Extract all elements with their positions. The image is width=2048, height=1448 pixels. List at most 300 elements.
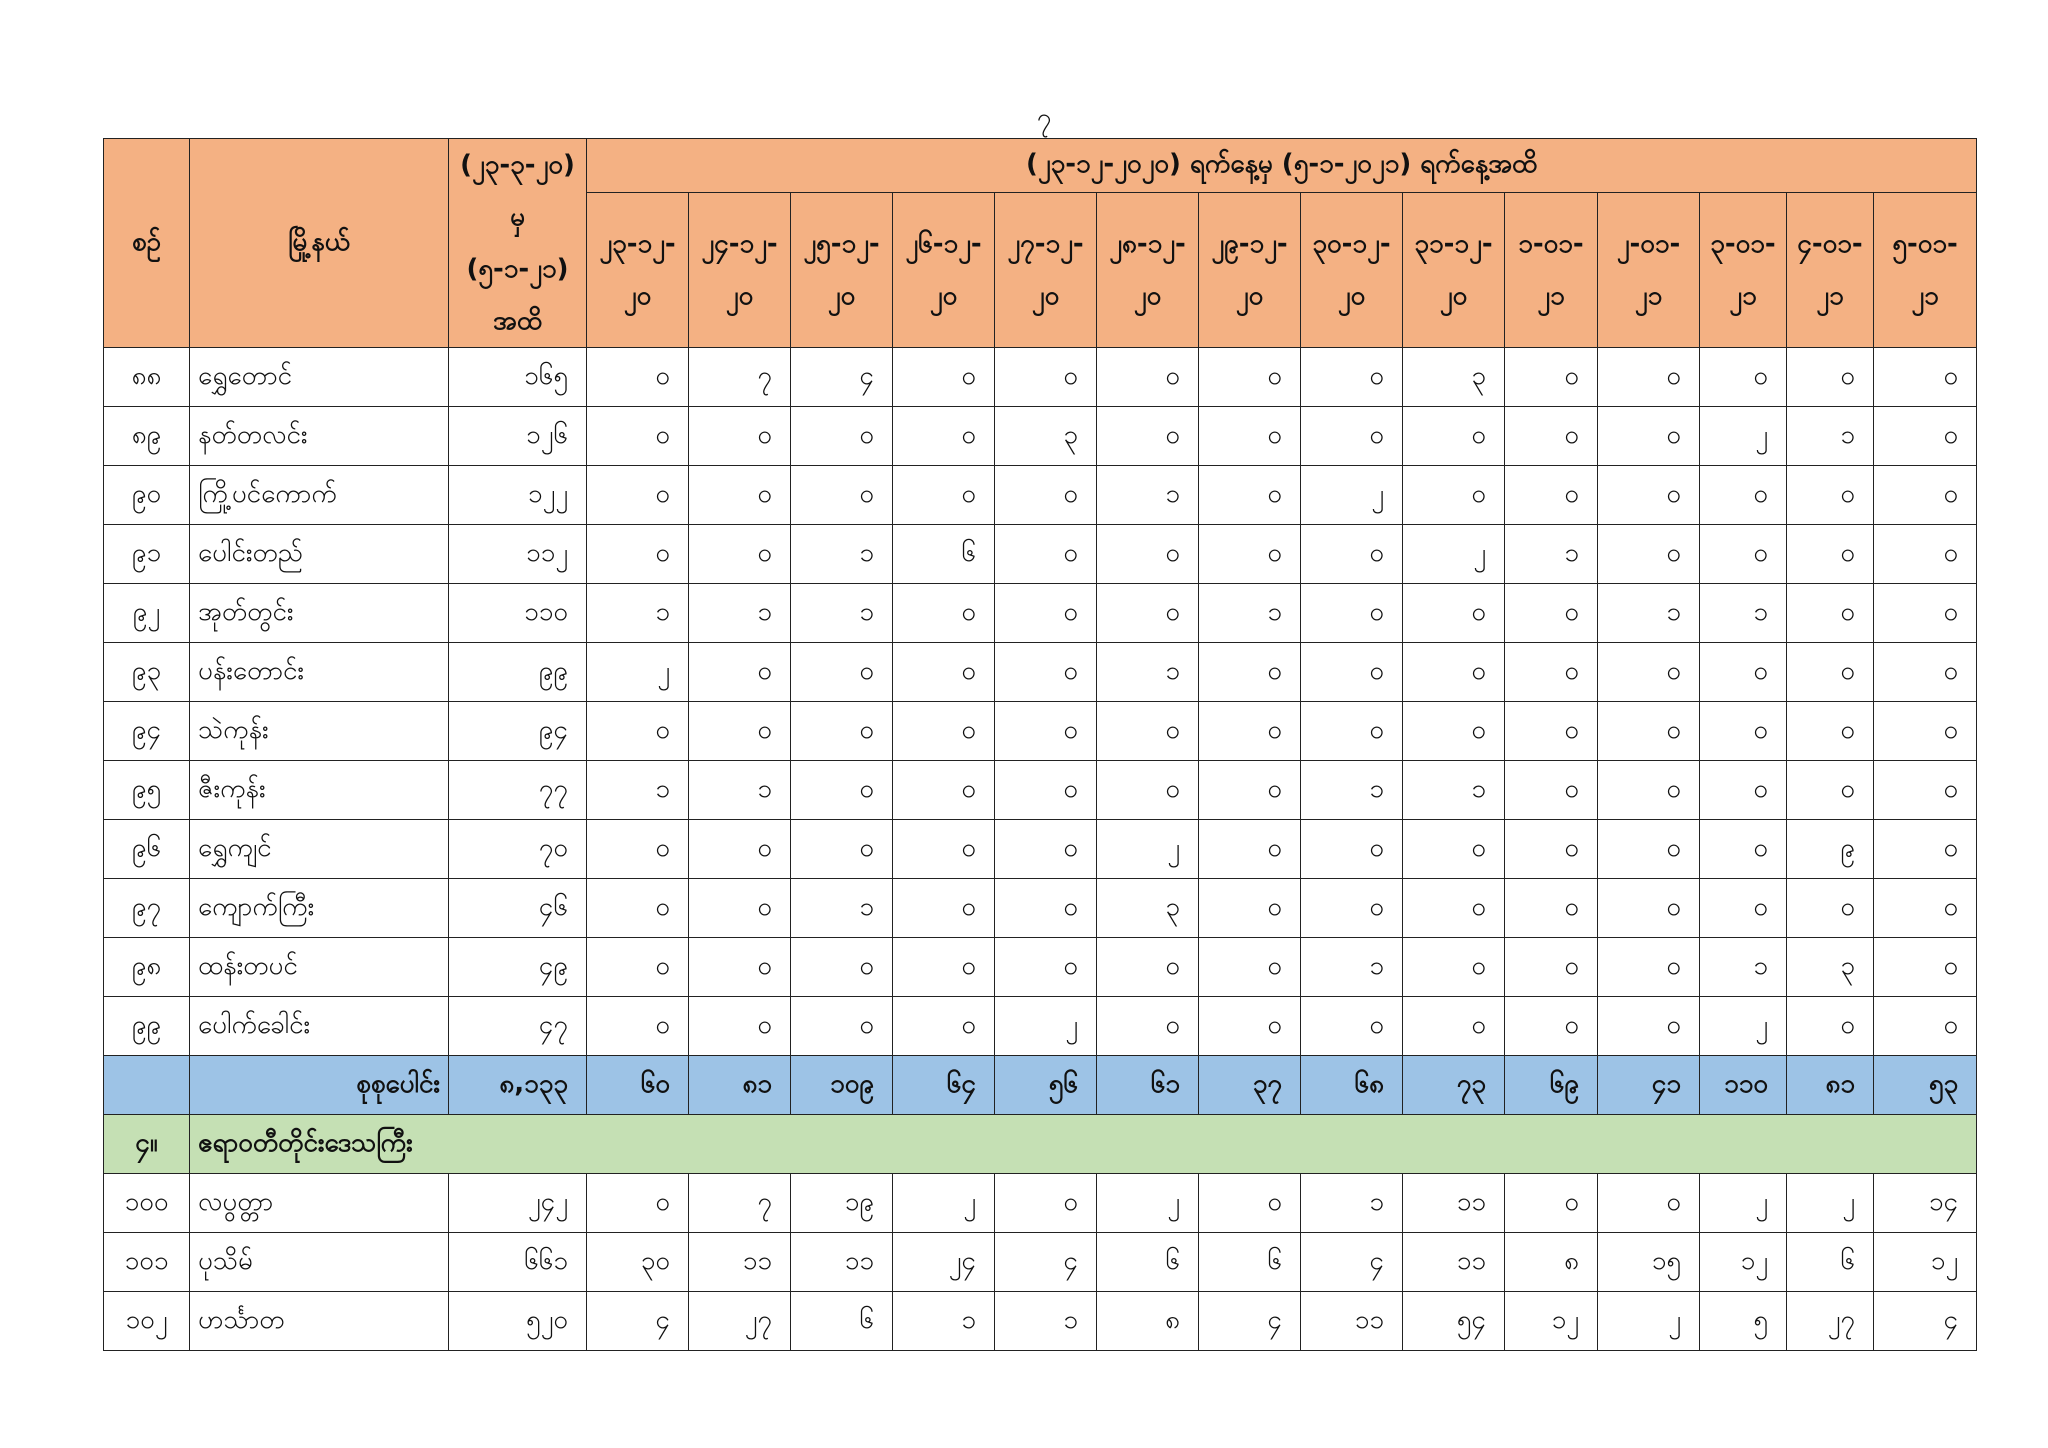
row-daily-value: ၂: [1787, 1174, 1874, 1233]
row-daily-value: ၁: [893, 1292, 995, 1351]
row-daily-value: ၀: [995, 879, 1097, 938]
row-daily-value: ၀: [1403, 643, 1505, 702]
row-daily-value: ၀: [1097, 348, 1199, 407]
row-daily-value: ၀: [995, 525, 1097, 584]
row-daily-value: ၀: [791, 407, 893, 466]
row-township: ရွှေကျင်: [190, 820, 449, 879]
row-daily-value: ၀: [1097, 761, 1199, 820]
row-daily-value: ၇: [689, 1174, 791, 1233]
header-date: ၃၀-၁၂- ၂၀: [1301, 192, 1403, 347]
header-date: ၃၁-၁၂- ၂၀: [1403, 192, 1505, 347]
row-daily-value: ၂: [1097, 1174, 1199, 1233]
header-cumulative-range: (၂၃-၃-၂၀) မှ (၅-၁-၂၁) အထိ: [449, 139, 587, 348]
row-daily-value: ၀: [1787, 525, 1874, 584]
row-daily-value: ၀: [1301, 879, 1403, 938]
row-sn: ၉၆: [104, 820, 190, 879]
total-daily-value: ၇၃: [1403, 1056, 1505, 1115]
total-daily-value: ၆၈: [1301, 1056, 1403, 1115]
row-daily-value: ၀: [1301, 525, 1403, 584]
table-row: [104, 938, 1977, 997]
row-daily-value: ၃: [1403, 348, 1505, 407]
row-daily-value: ၂: [1598, 1292, 1700, 1351]
row-daily-value: ၀: [1505, 879, 1598, 938]
row-daily-value: ၀: [1403, 702, 1505, 761]
row-daily-value: ၀: [1199, 702, 1301, 761]
row-daily-value: ၁: [1301, 1174, 1403, 1233]
total-daily-value: ၈၁: [1787, 1056, 1874, 1115]
row-daily-value: ၀: [587, 938, 689, 997]
row-cumulative: ၉၄: [449, 702, 587, 761]
row-daily-value: ၀: [1505, 702, 1598, 761]
row-daily-value: ၁၂: [1505, 1292, 1598, 1351]
row-sn: ၉၂: [104, 584, 190, 643]
row-daily-value: ၅: [1700, 1292, 1787, 1351]
row-township: လပွတ္တာ: [190, 1174, 449, 1233]
table-body: [104, 348, 1977, 1351]
row-daily-value: ၀: [689, 702, 791, 761]
row-daily-value: ၀: [1874, 820, 1977, 879]
row-daily-value: ၀: [1700, 702, 1787, 761]
row-cumulative: ၉၉: [449, 643, 587, 702]
row-daily-value: ၄: [995, 1233, 1097, 1292]
row-daily-value: ၁: [1787, 407, 1874, 466]
row-daily-value: ၁: [1301, 761, 1403, 820]
row-daily-value: ၁: [587, 761, 689, 820]
row-sn: ၉၅: [104, 761, 190, 820]
row-daily-value: ၀: [995, 820, 1097, 879]
row-daily-value: ၀: [1301, 820, 1403, 879]
row-daily-value: ၀: [893, 761, 995, 820]
row-sn: ၉၈: [104, 938, 190, 997]
row-daily-value: ၂: [1403, 525, 1505, 584]
row-daily-value: ၀: [893, 820, 995, 879]
row-daily-value: ၀: [1505, 761, 1598, 820]
row-sn: ၉၉: [104, 997, 190, 1056]
row-daily-value: ၀: [893, 643, 995, 702]
row-daily-value: ၀: [587, 348, 689, 407]
row-daily-value: ၃: [1787, 938, 1874, 997]
row-daily-value: ၀: [893, 466, 995, 525]
row-daily-value: ၁: [1301, 938, 1403, 997]
row-daily-value: ၀: [1598, 407, 1700, 466]
row-sn: ၉၀: [104, 466, 190, 525]
row-daily-value: ၁၄: [1874, 1174, 1977, 1233]
total-daily-value: ၆၄: [893, 1056, 995, 1115]
covid-cases-table: [103, 138, 1977, 1351]
row-daily-value: ၀: [1598, 820, 1700, 879]
row-daily-value: ၀: [1301, 407, 1403, 466]
row-daily-value: ၀: [1787, 466, 1874, 525]
header-date: ၂၄-၁၂- ၂၀: [689, 192, 791, 347]
row-township: အုတ်တွင်း: [190, 584, 449, 643]
row-daily-value: ၀: [995, 584, 1097, 643]
row-daily-value: ၀: [1505, 997, 1598, 1056]
row-daily-value: ၁၂: [1700, 1233, 1787, 1292]
row-daily-value: ၀: [1403, 997, 1505, 1056]
row-daily-value: ၀: [689, 466, 791, 525]
row-daily-value: ၂: [893, 1174, 995, 1233]
row-cumulative: ၁၂၆: [449, 407, 587, 466]
row-daily-value: ၀: [791, 761, 893, 820]
row-daily-value: ၀: [995, 1174, 1097, 1233]
row-daily-value: ၀: [1199, 997, 1301, 1056]
row-daily-value: ၀: [1199, 525, 1301, 584]
row-daily-value: ၁၉: [791, 1174, 893, 1233]
row-cumulative: ၇၀: [449, 820, 587, 879]
row-daily-value: ၀: [1403, 466, 1505, 525]
row-daily-value: ၀: [1874, 997, 1977, 1056]
total-daily-value: ၆၁: [1097, 1056, 1199, 1115]
row-daily-value: ၀: [995, 761, 1097, 820]
row-daily-value: ၁: [689, 584, 791, 643]
row-daily-value: ၀: [1598, 466, 1700, 525]
row-township: ကြို့ပင်ကောက်: [190, 466, 449, 525]
row-township: ရွှေတောင်: [190, 348, 449, 407]
row-daily-value: ၀: [791, 820, 893, 879]
region-sn: ၄။: [104, 1115, 190, 1174]
row-daily-value: ၀: [1874, 761, 1977, 820]
row-sn: ၈၉: [104, 407, 190, 466]
row-daily-value: ၁၁: [1403, 1174, 1505, 1233]
row-daily-value: ၁၂: [1874, 1233, 1977, 1292]
row-daily-value: ၀: [1787, 348, 1874, 407]
row-sn: ၁၀၀: [104, 1174, 190, 1233]
row-daily-value: ၁: [1097, 643, 1199, 702]
row-daily-value: ၀: [1199, 466, 1301, 525]
row-cumulative: ၄၇: [449, 997, 587, 1056]
row-daily-value: ၁၅: [1598, 1233, 1700, 1292]
row-daily-value: ၈: [1097, 1292, 1199, 1351]
row-daily-value: ၄: [1301, 1233, 1403, 1292]
row-daily-value: ၀: [1403, 584, 1505, 643]
row-daily-value: ၀: [1301, 702, 1403, 761]
table-row: [104, 525, 1977, 584]
row-daily-value: ၀: [1199, 879, 1301, 938]
row-sn: ၁၀၂: [104, 1292, 190, 1351]
row-daily-value: ၀: [1700, 761, 1787, 820]
row-daily-value: ၀: [1700, 820, 1787, 879]
row-daily-value: ၀: [1301, 584, 1403, 643]
table-row: [104, 1233, 1977, 1292]
row-daily-value: ၇: [689, 348, 791, 407]
row-daily-value: ၀: [1598, 997, 1700, 1056]
row-daily-value: ၀: [1598, 643, 1700, 702]
row-daily-value: ၀: [995, 938, 1097, 997]
total-cumulative: ၈,၁၃၃: [449, 1056, 587, 1115]
row-daily-value: ၀: [689, 643, 791, 702]
row-daily-value: ၀: [1874, 466, 1977, 525]
row-daily-value: ၁: [1097, 466, 1199, 525]
row-daily-value: ၀: [1598, 1174, 1700, 1233]
row-daily-value: ၁: [1598, 584, 1700, 643]
row-daily-value: ၀: [1874, 525, 1977, 584]
header-date: ၂-၀၁- ၂၁: [1598, 192, 1700, 347]
row-daily-value: ၀: [1505, 466, 1598, 525]
row-daily-value: ၀: [689, 938, 791, 997]
row-daily-value: ၀: [587, 702, 689, 761]
header-daily-span: (၂၃-၁၂-၂၀၂၀) ရက်နေ့မှ (၅-၁-၂၀၂၁) ရက်နေ့အထိ: [587, 139, 1977, 193]
row-daily-value: ၀: [1700, 525, 1787, 584]
row-daily-value: ၀: [689, 997, 791, 1056]
row-sn: ၈၈: [104, 348, 190, 407]
page-number: ၇: [1036, 103, 1052, 133]
row-daily-value: ၀: [689, 525, 791, 584]
row-daily-value: ၀: [1505, 938, 1598, 997]
row-daily-value: ၂: [1097, 820, 1199, 879]
row-daily-value: ၀: [1403, 407, 1505, 466]
row-daily-value: ၀: [1505, 348, 1598, 407]
total-daily-value: ၁၁၀: [1700, 1056, 1787, 1115]
row-daily-value: ၁: [791, 525, 893, 584]
row-daily-value: ၀: [1097, 525, 1199, 584]
row-daily-value: ၄: [791, 348, 893, 407]
row-daily-value: ၀: [893, 348, 995, 407]
row-cumulative: ၁၆၅: [449, 348, 587, 407]
row-daily-value: ၆: [1199, 1233, 1301, 1292]
header-date: ၂၈-၁၂- ၂၀: [1097, 192, 1199, 347]
row-daily-value: ၁: [1403, 761, 1505, 820]
header-date: ၂၅-၁၂- ၂၀: [791, 192, 893, 347]
row-daily-value: ၀: [1199, 761, 1301, 820]
row-daily-value: ၀: [1403, 820, 1505, 879]
row-daily-value: ၀: [1097, 997, 1199, 1056]
total-label: စုစုပေါင်း: [190, 1056, 449, 1115]
row-daily-value: ၁: [689, 761, 791, 820]
row-daily-value: ၂: [587, 643, 689, 702]
table-row: [104, 761, 1977, 820]
header-date: ၃-၀၁- ၂၁: [1700, 192, 1787, 347]
row-sn: ၉၁: [104, 525, 190, 584]
row-daily-value: ၀: [1787, 643, 1874, 702]
row-daily-value: ၀: [1199, 938, 1301, 997]
header-date: ၂၆-၁၂- ၂၀: [893, 192, 995, 347]
row-daily-value: ၀: [1598, 879, 1700, 938]
row-daily-value: ၁: [791, 584, 893, 643]
row-township: ပုသိမ်: [190, 1233, 449, 1292]
row-daily-value: ၂: [1301, 466, 1403, 525]
row-township: ပေါက်ခေါင်း: [190, 997, 449, 1056]
row-daily-value: ၀: [893, 584, 995, 643]
row-daily-value: ၆: [1787, 1233, 1874, 1292]
row-daily-value: ၁: [1199, 584, 1301, 643]
total-daily-value: ၄၁: [1598, 1056, 1700, 1115]
row-cumulative: ၁၁၀: [449, 584, 587, 643]
row-daily-value: ၆: [893, 525, 995, 584]
row-daily-value: ၀: [893, 879, 995, 938]
row-sn: ၉၇: [104, 879, 190, 938]
row-cumulative: ၄၉: [449, 938, 587, 997]
row-daily-value: ၀: [1505, 584, 1598, 643]
row-daily-value: ၉: [1787, 820, 1874, 879]
row-sn: ၁၀၁: [104, 1233, 190, 1292]
row-daily-value: ၀: [1097, 938, 1199, 997]
total-daily-value: ၅၆: [995, 1056, 1097, 1115]
row-daily-value: ၀: [1199, 820, 1301, 879]
row-daily-value: ၀: [893, 407, 995, 466]
table-row: [104, 466, 1977, 525]
row-daily-value: ၀: [791, 643, 893, 702]
row-daily-value: ၀: [1787, 761, 1874, 820]
row-daily-value: ၄: [1874, 1292, 1977, 1351]
row-township: ထန်းတပင်: [190, 938, 449, 997]
row-daily-value: ၀: [587, 407, 689, 466]
row-daily-value: ၀: [995, 466, 1097, 525]
row-daily-value: ၀: [995, 702, 1097, 761]
row-daily-value: ၁၁: [1403, 1233, 1505, 1292]
row-daily-value: ၀: [791, 997, 893, 1056]
row-daily-value: ၂: [995, 997, 1097, 1056]
row-daily-value: ၀: [1700, 643, 1787, 702]
row-sn: ၉၃: [104, 643, 190, 702]
row-township: ဇီးကုန်း: [190, 761, 449, 820]
row-daily-value: ၀: [1874, 584, 1977, 643]
row-daily-value: ၁: [995, 1292, 1097, 1351]
row-daily-value: ၁: [1505, 525, 1598, 584]
row-township: ဟင်္သာတ: [190, 1292, 449, 1351]
row-daily-value: ၀: [995, 643, 1097, 702]
row-daily-value: ၀: [791, 702, 893, 761]
row-daily-value: ၀: [1199, 348, 1301, 407]
row-daily-value: ၀: [587, 525, 689, 584]
row-daily-value: ၀: [587, 997, 689, 1056]
row-daily-value: ၀: [1598, 938, 1700, 997]
row-daily-value: ၀: [893, 997, 995, 1056]
row-daily-value: ၀: [1700, 348, 1787, 407]
row-daily-value: ၀: [1301, 348, 1403, 407]
row-township: နတ်တလင်း: [190, 407, 449, 466]
header-date: ၅-၀၁- ၂၁: [1874, 192, 1977, 347]
row-daily-value: ၀: [587, 879, 689, 938]
total-blank: [104, 1056, 190, 1115]
row-daily-value: ၁: [1700, 938, 1787, 997]
region-row: [104, 1115, 1977, 1174]
row-daily-value: ၃: [1097, 879, 1199, 938]
table-row: [104, 407, 1977, 466]
row-daily-value: ၀: [1097, 702, 1199, 761]
header-date: ၂၇-၁၂- ၂၀: [995, 192, 1097, 347]
total-daily-value: ၆၉: [1505, 1056, 1598, 1115]
row-sn: ၉၄: [104, 702, 190, 761]
total-daily-value: ၁၀၉: [791, 1056, 893, 1115]
row-daily-value: ၀: [1403, 879, 1505, 938]
row-daily-value: ၁: [791, 879, 893, 938]
table-row: [104, 702, 1977, 761]
row-daily-value: ၀: [1199, 407, 1301, 466]
row-cumulative: ၄၆: [449, 879, 587, 938]
table-row: [104, 348, 1977, 407]
row-daily-value: ၀: [587, 820, 689, 879]
row-daily-value: ၂၇: [689, 1292, 791, 1351]
row-daily-value: ၀: [1874, 938, 1977, 997]
total-daily-value: ၆၀: [587, 1056, 689, 1115]
row-daily-value: ၀: [1097, 584, 1199, 643]
row-daily-value: ၀: [1874, 643, 1977, 702]
region-name: ဧရာဝတီတိုင်းဒေသကြီး: [190, 1115, 1977, 1174]
row-daily-value: ၀: [1301, 643, 1403, 702]
row-daily-value: ၁: [1700, 584, 1787, 643]
row-daily-value: ၀: [893, 938, 995, 997]
row-daily-value: ၅၄: [1403, 1292, 1505, 1351]
row-daily-value: ၀: [1505, 820, 1598, 879]
row-daily-value: ၀: [1199, 1174, 1301, 1233]
row-daily-value: ၁၁: [1301, 1292, 1403, 1351]
row-daily-value: ၄: [587, 1292, 689, 1351]
header-date: ၁-၀၁- ၂၁: [1505, 192, 1598, 347]
table-row: [104, 1174, 1977, 1233]
row-daily-value: ၀: [791, 466, 893, 525]
row-daily-value: ၂: [1700, 1174, 1787, 1233]
row-daily-value: ၀: [1787, 584, 1874, 643]
row-daily-value: ၂: [1700, 997, 1787, 1056]
row-daily-value: ၀: [1787, 879, 1874, 938]
total-daily-value: ၅၃: [1874, 1056, 1977, 1115]
row-daily-value: ၄: [1199, 1292, 1301, 1351]
row-daily-value: ၀: [1874, 348, 1977, 407]
row-cumulative: ၅၂၀: [449, 1292, 587, 1351]
row-daily-value: ၀: [689, 879, 791, 938]
row-daily-value: ၂၇: [1787, 1292, 1874, 1351]
row-daily-value: ၀: [1874, 702, 1977, 761]
row-cumulative: ၂၄၂: [449, 1174, 587, 1233]
header-date: ၄-၀၁- ၂၁: [1787, 192, 1874, 347]
header-township: မြို့နယ်: [190, 139, 449, 348]
row-daily-value: ၀: [791, 938, 893, 997]
row-township: ပန်းတောင်း: [190, 643, 449, 702]
row-daily-value: ၀: [1700, 879, 1787, 938]
row-daily-value: ၁: [587, 584, 689, 643]
row-cumulative: ၁၂၂: [449, 466, 587, 525]
row-daily-value: ၀: [1301, 997, 1403, 1056]
total-daily-value: ၃၇: [1199, 1056, 1301, 1115]
row-township: ကျောက်ကြီး: [190, 879, 449, 938]
total-row: [104, 1056, 1977, 1115]
row-daily-value: ၀: [1598, 525, 1700, 584]
table-row: [104, 820, 1977, 879]
row-daily-value: ၈: [1505, 1233, 1598, 1292]
row-daily-value: ၃: [995, 407, 1097, 466]
row-cumulative: ၆၆၁: [449, 1233, 587, 1292]
header-sn: စဉ်: [104, 139, 190, 348]
row-daily-value: ၀: [1097, 407, 1199, 466]
row-daily-value: ၀: [1505, 407, 1598, 466]
row-daily-value: ၀: [1874, 879, 1977, 938]
row-daily-value: ၀: [587, 1174, 689, 1233]
row-daily-value: ၀: [1598, 761, 1700, 820]
row-township: ပေါင်းတည်: [190, 525, 449, 584]
row-daily-value: ၁၁: [689, 1233, 791, 1292]
row-cumulative: ၁၁၂: [449, 525, 587, 584]
row-daily-value: ၀: [1505, 643, 1598, 702]
row-daily-value: ၀: [1598, 348, 1700, 407]
row-daily-value: ၂: [1700, 407, 1787, 466]
header-date: ၂၃-၁၂- ၂၀: [587, 192, 689, 347]
row-daily-value: ၀: [689, 407, 791, 466]
table-row: [104, 1292, 1977, 1351]
row-daily-value: ၀: [893, 702, 995, 761]
row-daily-value: ၀: [1598, 702, 1700, 761]
row-daily-value: ၀: [1199, 643, 1301, 702]
table-row: [104, 584, 1977, 643]
header-date: ၂၉-၁၂- ၂၀: [1199, 192, 1301, 347]
total-daily-value: ၈၁: [689, 1056, 791, 1115]
row-township: သဲကုန်း: [190, 702, 449, 761]
row-daily-value: ၀: [1787, 702, 1874, 761]
row-daily-value: ၆: [1097, 1233, 1199, 1292]
row-daily-value: ၃၀: [587, 1233, 689, 1292]
row-daily-value: ၀: [1505, 1174, 1598, 1233]
row-daily-value: ၀: [689, 820, 791, 879]
table-row: [104, 879, 1977, 938]
